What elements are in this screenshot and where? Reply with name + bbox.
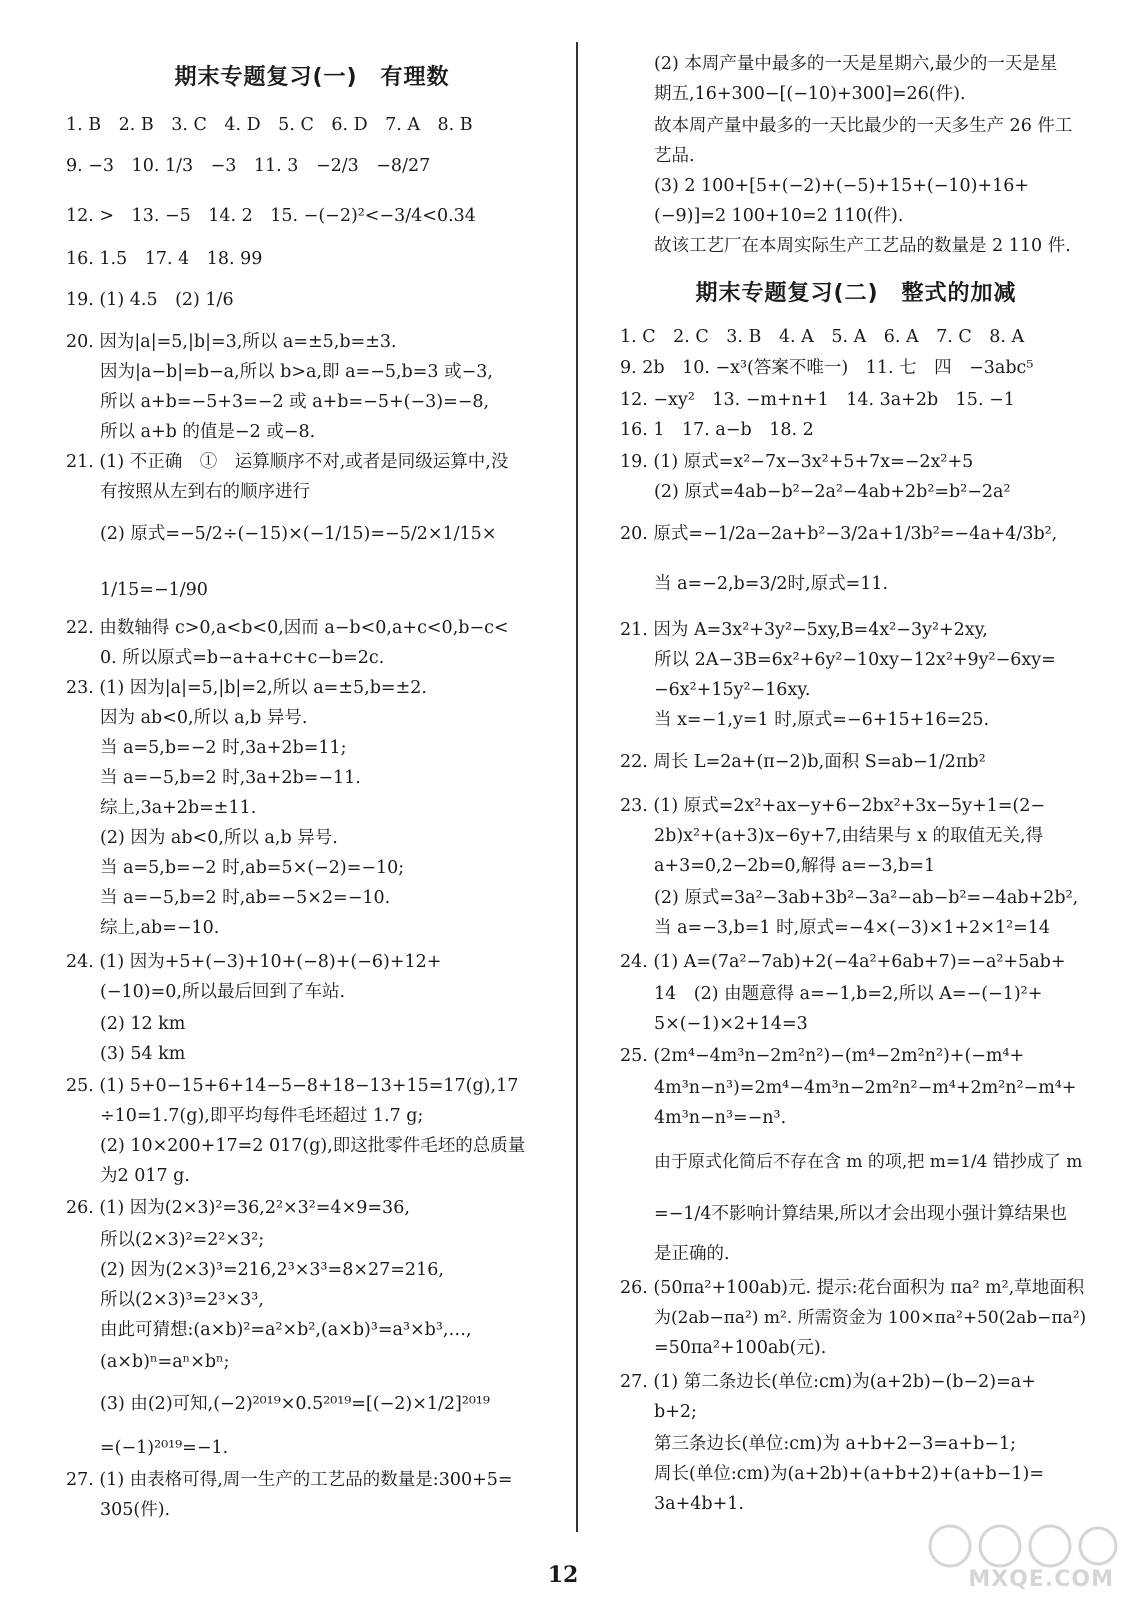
answer-line: (2) 本周产量中最多的一天是星期六,最少的一天是星 <box>654 54 1058 74</box>
answer-line: 26. (1) 因为(2×3)²=36,2²×3²=4×9=36, <box>66 1198 410 1218</box>
answer-line: 所以 a+b=−5+3=−2 或 a+b=−5+(−3)=−8, <box>100 392 490 412</box>
answer-line: 所以 2A−3B=6x²+6y²−10xy−12x²+9y²−6xy= <box>654 650 1056 670</box>
answer-line: 25. (2m⁴−4m³n−2m²n²)−(m⁴−2m²n²)+(−m⁴+ <box>620 1046 1025 1066</box>
answer-line: ÷10=1.7(g),即平均每件毛坯超过 1.7 g; <box>100 1106 424 1126</box>
answer-line: (2) 12 km <box>100 1014 186 1034</box>
answer-line: a+3=0,2−2b=0,解得 a=−3,b=1 <box>654 856 936 876</box>
answer-line: 12. > 13. −5 14. 2 15. −(−2)²<−3/4<0.34 <box>66 206 476 226</box>
answer-line: 25. (1) 5+0−15+6+14−5−8+18−13+15=17(g),17 <box>66 1076 519 1096</box>
section-heading: 期末专题复习(二) 整式的加减 <box>695 281 1017 306</box>
answer-line: 故该工艺厂在本周实际生产工艺品的数量是 2 110 件. <box>654 236 1071 256</box>
answer-line: 19. (1) 原式=x²−7x−3x²+5+7x=−2x²+5 <box>620 452 974 472</box>
answer-line: 14 (2) 由题意得 a=−1,b=2,所以 A=−(−1)²+ <box>654 984 1043 1004</box>
answer-line: 为(2ab−πa²) m². 所需资金为 100×πa²+50(2ab−πa²) <box>654 1308 1087 1328</box>
answer-stamp-icon <box>920 1522 1120 1570</box>
answer-line: (3) 由(2)可知,(−2)²⁰¹⁹×0.5²⁰¹⁹=[(−2)×1/2]²⁰¹⁹ <box>100 1394 490 1414</box>
answer-line: 是正确的. <box>654 1244 730 1264</box>
answer-line: 24. (1) 因为+5+(−3)+10+(−8)+(−6)+12+ <box>66 952 442 972</box>
answer-line: 当 a=5,b=−2 时,3a+2b=11; <box>100 738 347 758</box>
column-divider <box>576 42 578 1532</box>
answer-line: 12. −xy² 13. −m+n+1 14. 3a+2b 15. −1 <box>620 390 1015 410</box>
answer-line: 有按照从左到右的顺序进行 <box>100 482 310 502</box>
answer-line: (2) 因为(2×3)³=216,2³×3³=8×27=216, <box>100 1260 444 1280</box>
answer-line: 305(件). <box>100 1500 171 1520</box>
answer-line: 3a+4b+1. <box>654 1494 744 1514</box>
answer-line: =(−1)²⁰¹⁹=−1. <box>100 1438 229 1458</box>
answer-line: 因为|a−b|=b−a,所以 b>a,即 a=−5,b=3 或−3, <box>100 362 493 382</box>
answer-line: 故本周产量中最多的一天比最少的一天多生产 26 件工 <box>654 116 1073 136</box>
answer-line: (3) 54 km <box>100 1044 186 1064</box>
answer-line: 27. (1) 第二条边长(单位:cm)为(a+2b)−(b−2)=a+ <box>620 1372 1036 1392</box>
answer-line: 9. 2b 10. −x³(答案不唯一) 11. 七 四 −3abc⁵ <box>620 358 1034 378</box>
answer-line: 由于原式化简后不存在含 m 的项,把 m=1/4 错抄成了 m <box>654 1152 1083 1172</box>
answer-line: 22. 由数轴得 c>0,a<b<0,因而 a−b<0,a+c<0,b−c< <box>66 618 509 638</box>
answer-line: (2) 原式=3a²−3ab+3b²−3a²−ab−b²=−4ab+2b², <box>654 888 1079 908</box>
answer-line: 1. B 2. B 3. C 4. D 5. C 6. D 7. A 8. B <box>66 115 473 135</box>
answer-line: (2) 原式=4ab−b²−2a²−4ab+2b²=b²−2a² <box>654 482 1011 502</box>
answer-line: b+2; <box>654 1402 697 1422</box>
answer-line: 当 a=−5,b=2 时,3a+2b=−11. <box>100 768 361 788</box>
answer-line: 20. 因为|a|=5,|b|=3,所以 a=±5,b=±3. <box>66 332 397 352</box>
answer-line: =50πa²+100ab(元). <box>654 1338 827 1358</box>
answer-line: (3) 2 100+[5+(−2)+(−5)+15+(−10)+16+ <box>654 176 1030 196</box>
answer-line: 4m³n−n³=−n³. <box>654 1108 787 1128</box>
answer-line: 9. −3 10. 1/3 −3 11. 3 −2/3 −8/27 <box>66 156 431 176</box>
answer-line: 26. (50πa²+100ab)元. 提示:花台面积为 πa² m²,草地面积 <box>620 1278 1085 1298</box>
answer-line: (2) 原式=−5/2÷(−15)×(−1/15)=−5/2×1/15× <box>100 524 497 544</box>
answer-line: 4m³n−n³)=2m⁴−4m³n−2m²n²−m⁴+2m²n²−m⁴+ <box>654 1078 1077 1098</box>
answer-line: 1. C 2. C 3. B 4. A 5. A 6. A 7. C 8. A <box>620 327 1025 347</box>
answer-line: 21. 因为 A=3x²+3y²−5xy,B=4x²−3y²+2xy, <box>620 620 988 640</box>
answer-line: 由此可猜想:(a×b)²=a²×b²,(a×b)³=a³×b³,…, <box>100 1320 472 1340</box>
answer-line: (−9)]=2 100+10=2 110(件). <box>654 206 904 226</box>
answer-line: 24. (1) A=(7a²−7ab)+2(−4a²+6ab+7)=−a²+5ab+ <box>620 952 1066 972</box>
answer-line: 所以(2×3)²=2²×3²; <box>100 1230 265 1250</box>
answer-line: 综上,ab=−10. <box>100 918 220 938</box>
answer-line: 22. 周长 L=2a+(π−2)b,面积 S=ab−1/2πb² <box>620 752 986 772</box>
answer-line: 当 a=−2,b=3/2时,原式=11. <box>654 574 889 594</box>
answer-line: 1/15=−1/90 <box>100 580 208 600</box>
answer-line: 艺品. <box>654 146 695 166</box>
watermark <box>920 1522 1120 1594</box>
answer-line: (2) 因为 ab<0,所以 a,b 异号. <box>100 828 338 848</box>
answer-line: 第三条边长(单位:cm)为 a+b+2−3=a+b−1; <box>654 1434 1017 1454</box>
answer-line: 20. 原式=−1/2a−2a+b²−3/2a+1/3b²=−4a+4/3b², <box>620 524 1058 544</box>
answer-line: 所以(2×3)³=2³×3³, <box>100 1290 264 1310</box>
answer-line: =−1/4不影响计算结果,所以才会出现小强计算结果也 <box>654 1204 1068 1224</box>
answer-line: 综上,3a+2b=±11. <box>100 798 257 818</box>
answer-line: 为2 017 g. <box>100 1166 190 1186</box>
answer-line: 23. (1) 因为|a|=5,|b|=2,所以 a=±5,b=±2. <box>66 678 427 698</box>
answer-line: 19. (1) 4.5 (2) 1/6 <box>66 290 234 310</box>
section-heading: 期末专题复习(一) 有理数 <box>174 65 450 90</box>
answer-line: 所以 a+b 的值是−2 或−8. <box>100 422 316 442</box>
answer-line: (−10)=0,所以最后回到了车站. <box>100 982 346 1002</box>
answer-line: 当 a=−3,b=1 时,原式=−4×(−3)×1+2×1²=14 <box>654 918 1051 938</box>
answer-line: 2b)x²+(a+3)x−6y+7,由结果与 x 的取值无关,得 <box>654 826 1044 846</box>
answer-line: −6x²+15y²−16xy. <box>654 680 811 700</box>
answer-line: (a×b)ⁿ=aⁿ×bⁿ; <box>100 1352 230 1372</box>
answer-line: 27. (1) 由表格可得,周一生产的工艺品的数量是:300+5= <box>66 1470 513 1490</box>
answer-line: 期五,16+300−[(−10)+300]=26(件). <box>654 84 966 104</box>
answer-line: 5×(−1)×2+14=3 <box>654 1014 808 1034</box>
answer-line: 周长(单位:cm)为(a+2b)+(a+b+2)+(a+b−1)= <box>654 1464 1045 1484</box>
answer-line: 16. 1.5 17. 4 18. 99 <box>66 249 263 269</box>
answer-line: 当 a=5,b=−2 时,ab=5×(−2)=−10; <box>100 858 405 878</box>
answer-line: 23. (1) 原式=2x²+ax−y+6−2bx²+3x−5y+1=(2− <box>620 796 1046 816</box>
answer-line: 0. 所以原式=b−a+a+c+c−b=2c. <box>100 648 385 668</box>
answer-line: (2) 10×200+17=2 017(g),即这批零件毛坯的总质量 <box>100 1136 526 1156</box>
page-number: 12 <box>547 1562 579 1588</box>
answer-line: 当 x=−1,y=1 时,原式=−6+15+16=25. <box>654 710 990 730</box>
answer-line: 当 a=−5,b=2 时,ab=−5×2=−10. <box>100 888 391 908</box>
answer-line: 16. 1 17. a−b 18. 2 <box>620 420 814 440</box>
watermark-text: MXQE.COM <box>968 1567 1114 1592</box>
answer-line: 21. (1) 不正确 ① 运算顺序不对,或者是同级运算中,没 <box>66 452 509 472</box>
answer-line: 因为 ab<0,所以 a,b 异号. <box>100 708 308 728</box>
